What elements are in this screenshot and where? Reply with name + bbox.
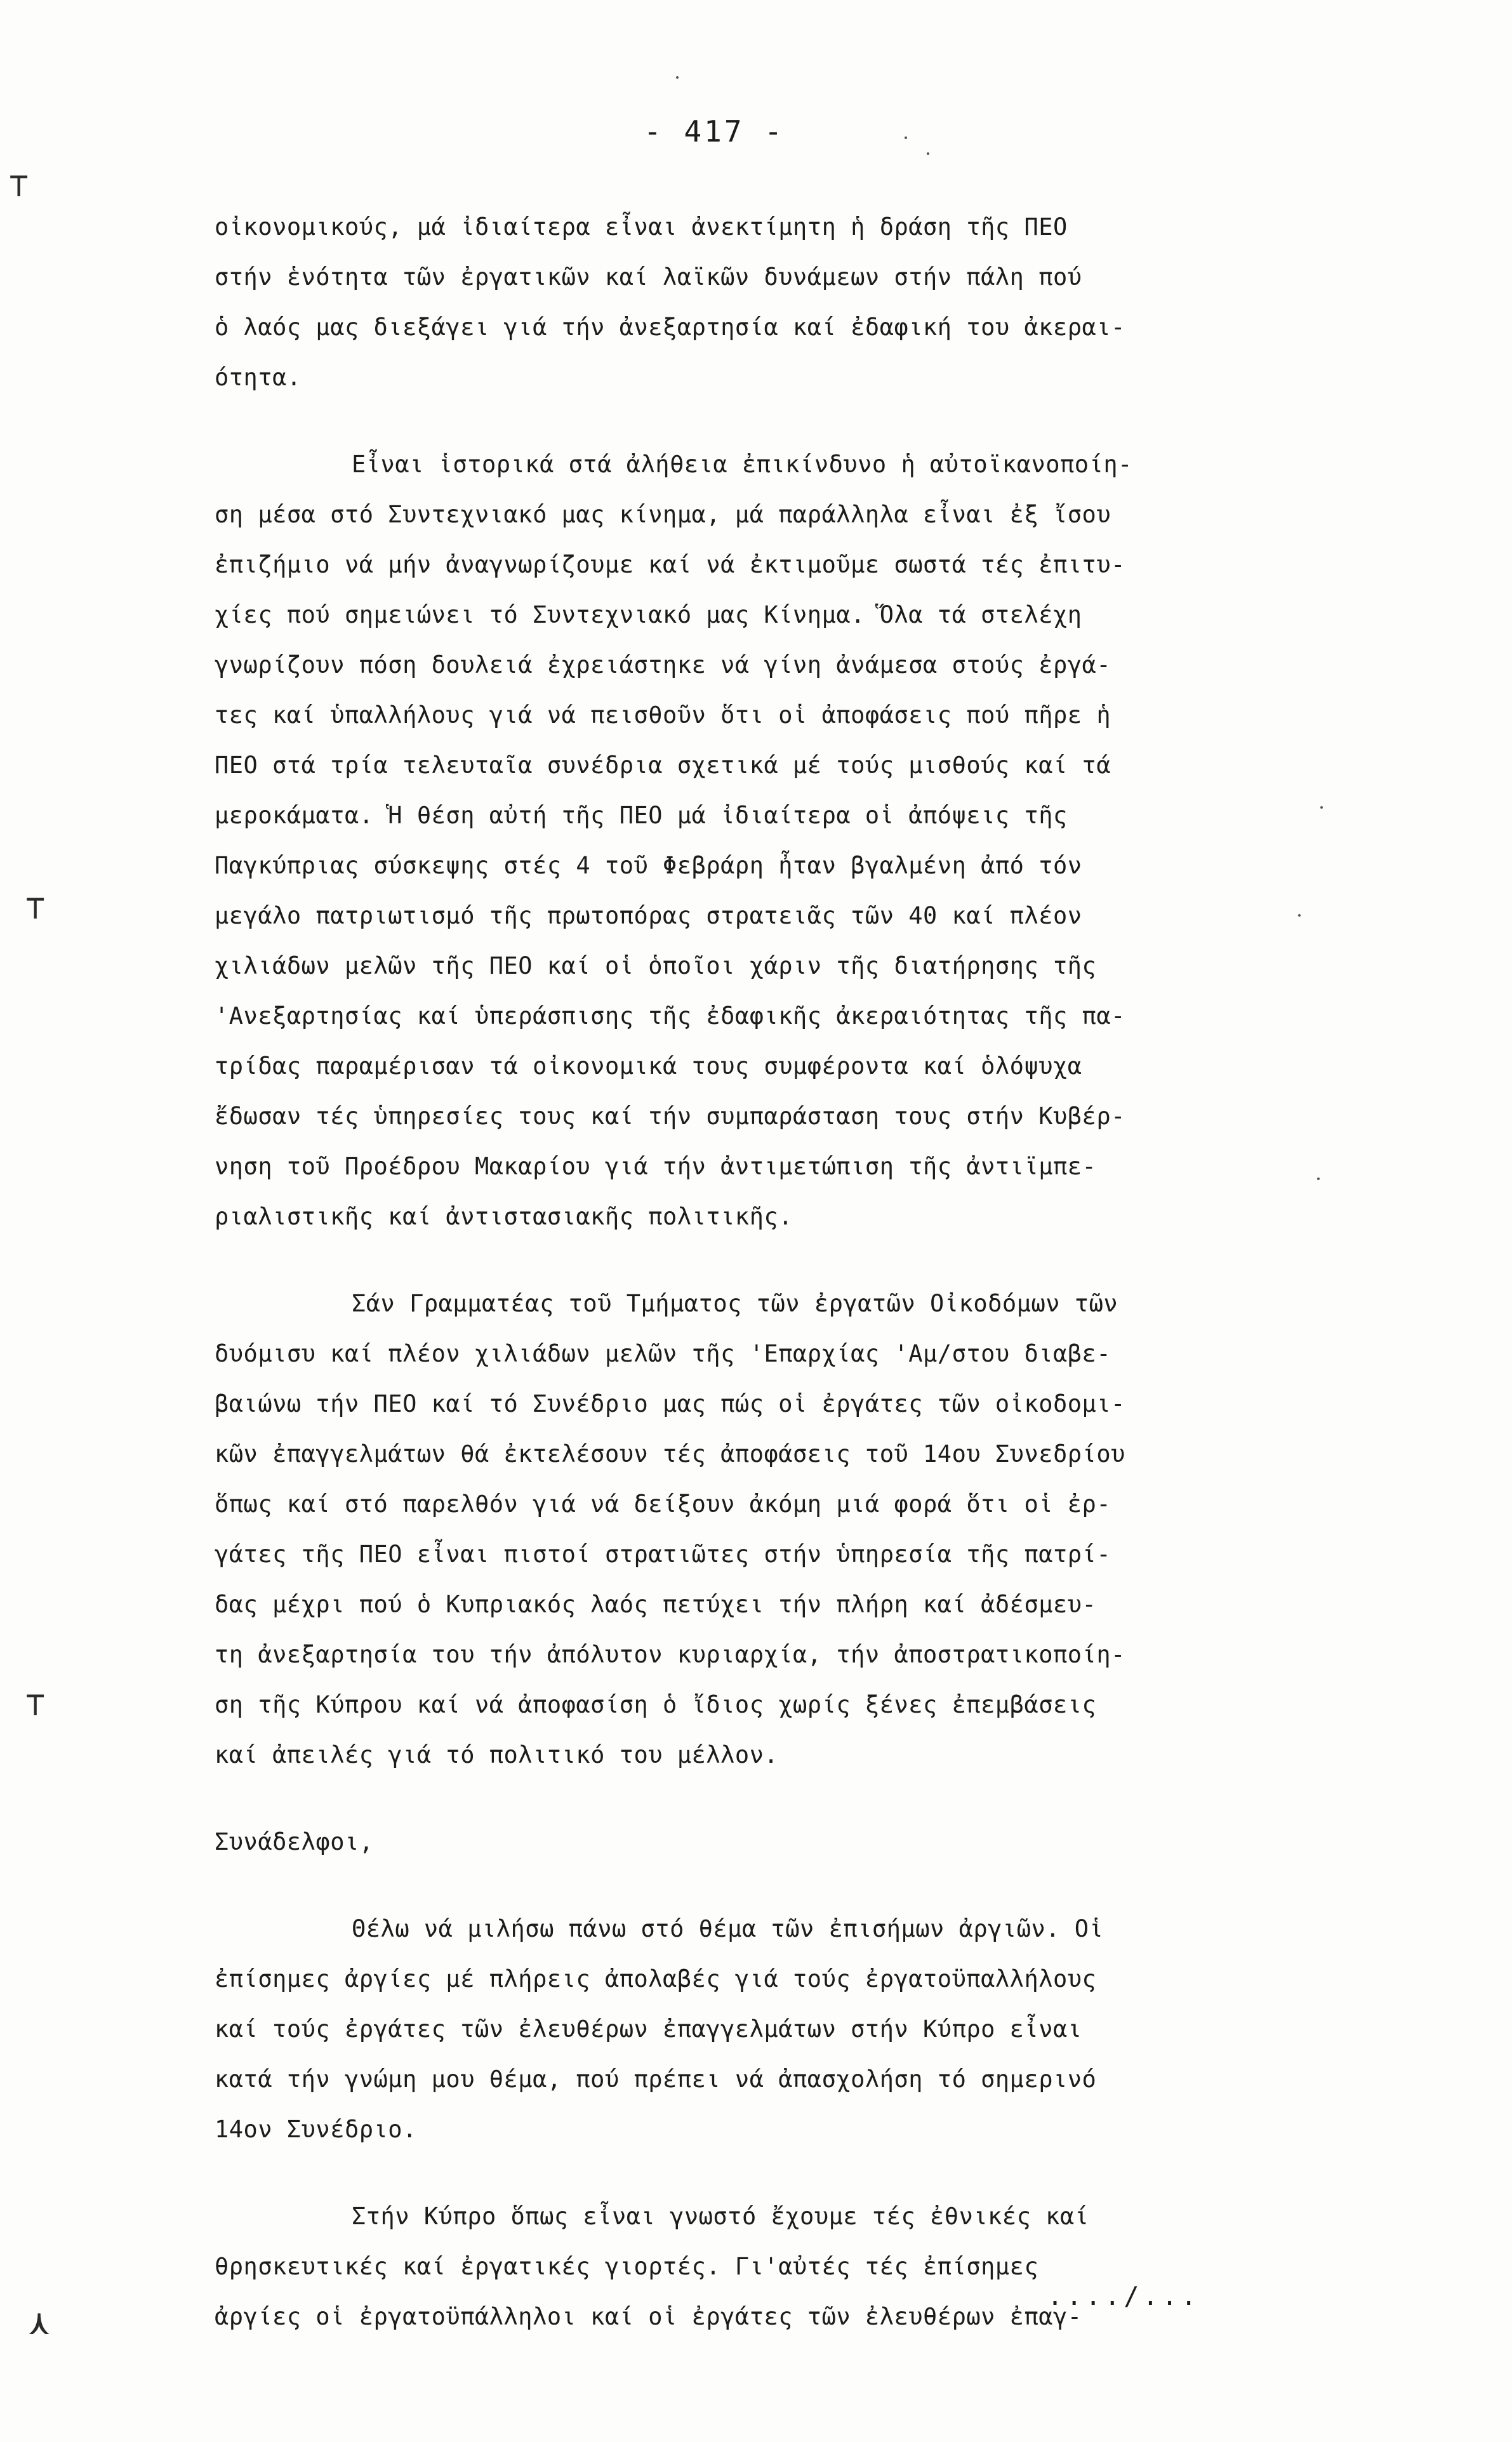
text-line: Θέλω νά μιλήσω πάνω στό θέμα τῶν ἐπισήμων ἀργιῶν. Οἱ: [352, 1915, 1104, 1942]
paragraph-gap: [215, 1242, 1408, 1278]
text-line: μεροκάματα. Ἡ θέση αὐτή τῆς ΠΕΟ μά ἰδιαίτερα οἱ ἀπόψεις τῆς: [215, 802, 1068, 829]
margin-tick-mark: ⋏: [29, 2304, 50, 2342]
text-line: στήν ἑνότητα τῶν ἐργατικῶν καί λαϊκῶν δυνάμεων στήν πάλη πού: [215, 263, 1082, 291]
page-number: - 417 -: [644, 114, 785, 149]
scan-speck: [676, 76, 679, 79]
paragraph-gap: [215, 402, 1408, 439]
text-line: ἀργίες οἱ ἐργατοϋπάλληλοι καί οἱ ἐργάτες τῶν ἐλευθέρων ἐπαγ-: [215, 2303, 1082, 2330]
text-line: τρίδας παραμέρισαν τά οἰκονομικά τους συμφέροντα καί ὁλόψυχα: [215, 1052, 1082, 1080]
text-line: ὅπως καί στό παρελθόν γιά νά δείξουν ἀκόμη μιά φορά ὅτι οἱ ἐρ-: [215, 1490, 1111, 1518]
text-line: γνωρίζουν πόση δουλειά ἐχρειάστηκε νά γίνη ἀνάμεσα στούς ἐργά-: [215, 651, 1111, 679]
text-line: χιλιάδων μελῶν τῆς ΠΕΟ καί οἱ ὁποῖοι χάριν τῆς διατήρησης τῆς: [215, 952, 1097, 979]
text-line: καί ἀπειλές γιά τό πολιτικό του μέλλον.: [215, 1741, 779, 1768]
text-line: ριαλιστικῆς καί ἀντιστασιακῆς πολιτικῆς.: [215, 1203, 793, 1230]
text-line: Στήν Κύπρο ὅπως εἶναι γνωστό ἔχουμε τές ἐθνικές καί: [352, 2203, 1089, 2230]
text-line: καί τούς ἐργάτες τῶν ἐλευθέρων ἐπαγγελμάτων στήν Κύπρο εἶναι: [215, 2015, 1082, 2043]
paragraph-gap: [215, 1867, 1408, 1904]
text-line: Εἶναι ἱστορικά στά ἀλήθεια ἐπικίνδυνο ἡ αὐτοϊκανοποίη-: [352, 451, 1132, 478]
text-line: θρησκευτικές καί ἐργατικές γιορτές. Γι'αὐτές τές ἐπίσημες: [215, 2253, 1039, 2280]
text-line: Σάν Γραμματέας τοῦ Τμήματος τῶν ἐργατῶν Οἰκοδόμων τῶν: [352, 1290, 1118, 1317]
text-line: βαιώνω τήν ΠΕΟ καί τό Συνέδριο μας πώς οἱ ἐργάτες τῶν οἰκοδομι-: [215, 1390, 1125, 1417]
margin-tick-mark: ⊤: [25, 889, 46, 927]
scan-speck: [1320, 806, 1323, 809]
text-line: 14ον Συνέδριο.: [215, 2116, 417, 2143]
scan-speck: [905, 136, 907, 139]
text-line: οἰκονομικούς, μά ἰδιαίτερα εἶναι ἀνεκτίμητη ἡ δράση τῆς ΠΕΟ: [215, 213, 1068, 241]
text-line: ση τῆς Κύπρου καί νά ἀποφασίση ὁ ἴδιος χωρίς ξένες ἐπεμβάσεις: [215, 1691, 1097, 1718]
text-line: δυόμισυ καί πλέον χιλιάδων μελῶν τῆς 'Επαρχίας 'Αμ/στου διαβε-: [215, 1340, 1111, 1367]
scan-speck: [927, 152, 929, 155]
text-line: ἐπίσημες ἀργίες μέ πλήρεις ἀπολαβές γιά τούς ἐργατοϋπαλλήλους: [215, 1965, 1097, 1993]
continuation-mark: ..../...: [1047, 2282, 1200, 2311]
text-line: ἐπιζήμιο νά μήν ἀναγνωρίζουμε καί νά ἐκτιμοῦμε σωστά τές ἐπιτυ-: [215, 551, 1125, 578]
text-line: κῶν ἐπαγγελμάτων θά ἐκτελέσουν τές ἀποφάσεις τοῦ 14ου Συνεδρίου: [215, 1440, 1125, 1468]
text-line: μεγάλο πατριωτισμό τῆς πρωτοπόρας στρατειᾶς τῶν 40 καί πλέον: [215, 902, 1082, 929]
text-line: δας μέχρι πού ὁ Κυπριακός λαός πετύχει τήν πλήρη καί ἀδέσμευ-: [215, 1591, 1097, 1618]
paragraph-gap: [215, 2154, 1408, 2191]
text-line: γάτες τῆς ΠΕΟ εἶναι πιστοί στρατιῶτες στήν ὑπηρεσία τῆς πατρί-: [215, 1541, 1111, 1568]
text-line: ΠΕΟ στά τρία τελευταῖα συνέδρια σχετικά μέ τούς μισθούς καί τά: [215, 752, 1111, 779]
text-line: 'Ανεξαρτησίας καί ὑπεράσπισης τῆς ἐδαφικῆς ἀκεραιότητας τῆς πα-: [215, 1002, 1125, 1030]
scan-speck: [1317, 1178, 1320, 1180]
text-line: Παγκύπριας σύσκεψης στές 4 τοῦ Φεβράρη ἦταν βγαλμένη ἀπό τόν: [215, 852, 1082, 879]
scan-speck: [1298, 914, 1301, 917]
text-line: κατά τήν γνώμη μου θέμα, πού πρέπει νά ἀπασχολήση τό σημερινό: [215, 2066, 1097, 2093]
paragraph-gap: [215, 1780, 1408, 1817]
document-body: [215, 202, 1408, 2342]
text-line: ση μέσα στό Συντεχνιακό μας κίνημα, μά παράλληλα εἶναι ἐξ ἴσου: [215, 501, 1111, 528]
text-line: ἔδωσαν τές ὑπηρεσίες τους καί τήν συμπαράσταση τους στήν Κυβέρ-: [215, 1103, 1125, 1130]
text-line: ότητα.: [215, 364, 302, 391]
margin-tick-mark: ⊤: [25, 1685, 46, 1723]
margin-tick-mark: ⊤: [9, 166, 29, 204]
text-line: χίες πού σημειώνει τό Συντεχνιακό μας Κίνημα. Ὅλα τά στελέχη: [215, 601, 1082, 628]
text-line: ὁ λαός μας διεξάγει γιά τήν ἀνεξαρτησία καί ἐδαφική του ἀκεραι-: [215, 314, 1125, 341]
text-line: τες καί ὑπαλλήλους γιά νά πεισθοῦν ὅτι οἱ ἀποφάσεις πού πῆρε ἡ: [215, 701, 1111, 729]
text-line: νηση τοῦ Προέδρου Μακαρίου γιά τήν ἀντιμετώπιση τῆς ἀντιϊμπε-: [215, 1153, 1097, 1180]
text-line: Συνάδελφοι,: [215, 1828, 374, 1855]
text-line: τη ἀνεξαρτησία του τήν ἀπόλυτον κυριαρχία, τήν ἀποστρατικοποίη-: [215, 1641, 1125, 1668]
